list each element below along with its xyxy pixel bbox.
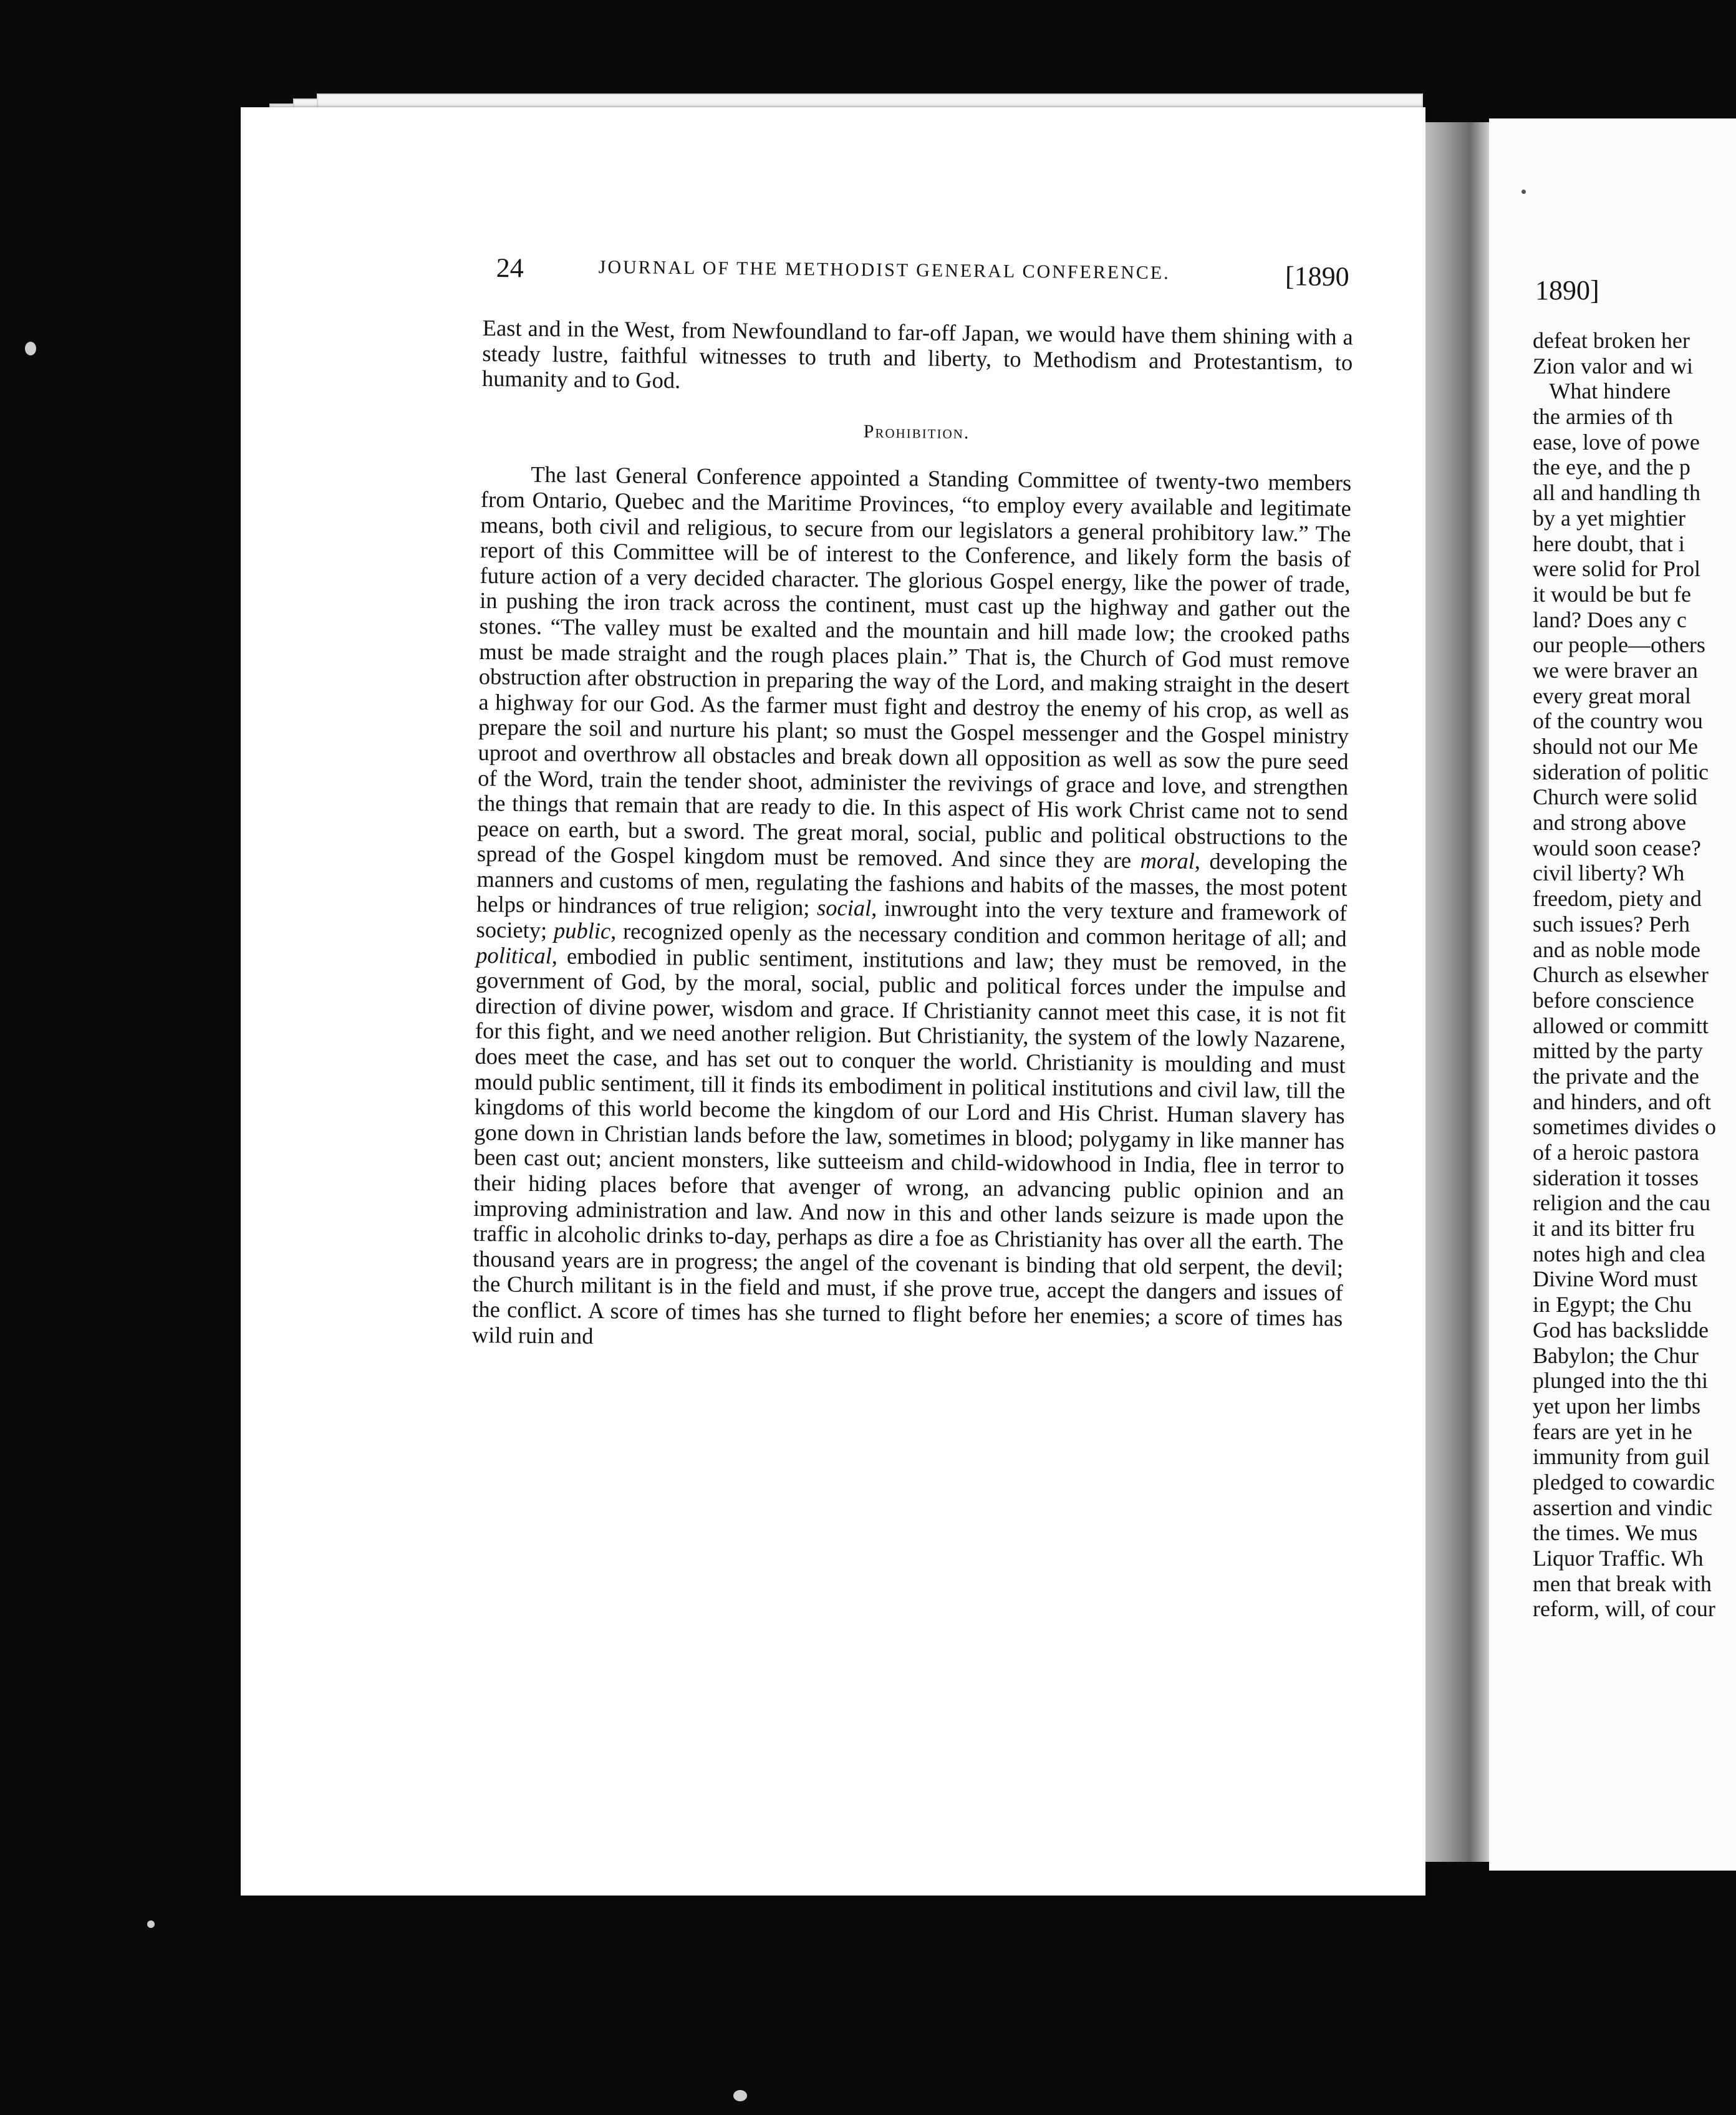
text-line: Church as elsewher <box>1533 962 1709 988</box>
text-line: sometimes divides o <box>1533 1114 1716 1140</box>
film-speck <box>147 1920 155 1928</box>
text-line: of the country wou <box>1533 708 1703 734</box>
text-line: the private and the <box>1533 1063 1699 1089</box>
text-line: reform, will, of cour <box>1533 1596 1715 1622</box>
text-line: God has backslidde <box>1533 1317 1709 1342</box>
header-year: [1890 <box>1285 261 1349 292</box>
text-line: immunity from guil <box>1533 1444 1710 1470</box>
text-line: What hindere <box>1533 378 1671 404</box>
film-speck <box>1521 190 1526 194</box>
text-line: here doubt, that i <box>1533 531 1685 556</box>
text-line: it would be but fe <box>1533 581 1691 607</box>
text-line: Liquor Traffic. Wh <box>1533 1546 1704 1571</box>
text-line: pledged to cowardic <box>1533 1469 1715 1495</box>
text-line: we were braver an <box>1533 657 1698 683</box>
text-line: the eye, and the p <box>1533 455 1690 480</box>
text-line: would soon cease? <box>1533 835 1701 860</box>
text-line: religion and the cau <box>1533 1190 1710 1216</box>
text-line: sideration it tosses <box>1533 1165 1699 1190</box>
text-line: our people—others <box>1533 632 1705 658</box>
text-line: yet upon her limbs <box>1533 1393 1700 1419</box>
text-line: such issues? Perh <box>1533 911 1690 937</box>
text-line: it and its bitter fru <box>1533 1216 1695 1241</box>
text-line: plunged into the thi <box>1533 1368 1708 1394</box>
text-line: ease, love of powe <box>1533 429 1700 455</box>
body-text: The last General Conference appointed a Standing Committee of twenty-two members from Ontario, Quebec and the Maritime Provinces, “to employ every available and legitimate means, both civil and religious, to secure from our legislators a general prohibitory law.” The report of this Committee will be of interest to the Conference, and likely form the basis of future action of a very decided character. The glorious Gospel energy, like the power of trade, in pushing the iron track across the continent, must cast up the highway and gather out the stones. “The valley must be exalted and the mountain and hill made low; the crooked paths must be made straight and the rough places plain.” That is, the Church of God must remove obstruction after obstruction in preparing the way of the Lord, and making straight in the desert a highway for our God. As the farmer must fight and destroy the enemy of his crop, as well as prepare the soil and nurture his plant; so must the Gospel messenger and the Gospel ministry uproot and overthrow all obstacles and break down all opposition as well as sow the pure seed of the Word, train the tender shoot, administer the revivings of grace and love, and strengthen the things that remain that are ready to die. In this aspect of His work Christ came not to send peace on earth, but a sword. The great moral, social, public and political obstructions to the spread of the Gospel kingdom must be removed. And since they are <box>476 461 1352 874</box>
body-paragraph <box>472 461 1352 1356</box>
text-line: before conscience <box>1533 987 1694 1013</box>
emphasis-moral: moral <box>1140 847 1195 874</box>
text-line: of a heroic pastora <box>1533 1140 1699 1165</box>
film-speck <box>733 2090 747 2101</box>
page-number: 24 <box>496 252 524 284</box>
text-line: sideration of politic <box>1533 759 1709 784</box>
text-line: and as noble mode <box>1533 937 1700 962</box>
text-line: the times. We mus <box>1533 1520 1698 1546</box>
text-line: fears are yet in he <box>1533 1419 1692 1444</box>
text-line: notes high and clea <box>1533 1241 1705 1266</box>
text-line: should not our Me <box>1533 734 1698 759</box>
text-line: Zion valor and wi <box>1533 353 1693 378</box>
text-line: Divine Word must <box>1533 1266 1698 1292</box>
body-text: , developing the manners and customs of men, regulating the fashions and habits of the masses, the most potent helps or hindrances of true religion; <box>476 848 1348 921</box>
text-line: and hinders, and oft <box>1533 1089 1711 1114</box>
text-line: men that break with <box>1533 1571 1712 1596</box>
body-text: , recognized openly as the necessary condition and common heritage of all; and <box>610 918 1347 952</box>
text-line: Church were solid <box>1533 784 1697 810</box>
text-line: were solid for Prol <box>1533 556 1700 582</box>
emphasis-political: political <box>476 942 552 968</box>
text-line: civil liberty? Wh <box>1533 860 1685 886</box>
text-line: defeat broken her <box>1533 328 1690 353</box>
text-line: and strong above <box>1533 810 1686 836</box>
section-heading: Prohibition. <box>863 421 970 443</box>
book-gutter <box>1425 122 1489 1862</box>
opening-paragraph: East and in the West, from Newfoundland to far-off Japan, we would have them shining with a steady lustre, faithful witnesses to truth and liberty, to Methodism and Protestantism, to humanity and to God. <box>481 315 1353 393</box>
text-line: allowed or committ <box>1533 1013 1709 1038</box>
text-line: the armies of th <box>1533 404 1673 430</box>
text-line: in Egypt; the Chu <box>1533 1292 1692 1318</box>
text-line: every great moral <box>1533 683 1691 708</box>
text-line: land? Does any c <box>1533 607 1687 632</box>
page-text-block <box>472 316 1353 1357</box>
journal-title: JOURNAL OF THE METHODIST GENERAL CONFERENCE. <box>598 256 1170 284</box>
emphasis-public: public <box>553 917 611 944</box>
text-line: mitted by the party <box>1533 1038 1703 1064</box>
text-line: by a yet mightier <box>1533 505 1685 531</box>
text-line: Babylon; the Chur <box>1533 1342 1699 1368</box>
body-text: , embodied in public sentiment, institutions and law; they must be removed, in the government of God, by the moral, social, public and political forces under the impulse and direction of divine power, wisdom and grace. If Christianity cannot meet this case, it is not fit for this fight, and we need another religion. But Christianity, the system of the lowly Nazarene, does meet the case, and has set out to conquer the world. Christianity is moulding and must mould public sentiment, till it finds its embodiment in political institutions and civil law, till the kingdoms of this world become the kingdom of our Lord and His Christ. Human slavery has gone down in Christian lands before the law, sometimes in blood; polygamy in like manner has been cast out; ancient monsters, like sutteeism and child-widowhood in India, flee in terror to their hiding places before that avenger of wrong, an advancing public opinion and an improving administration and law. And now in this and other lands seizure is made upon the traffic in alcoholic drinks to-day, perhaps as dire a foe as Christianity has over all the earth. The thousand years are in progress; the angel of the covenant is binding that old serpent, the devil; the Church militant is in the field and must, if she prove true, accept the dangers and issues of the conflict. A score of times has she turned to flight before her enemies; a score of times has wild ruin and <box>471 942 1347 1349</box>
text-line: assertion and vindic <box>1533 1495 1712 1520</box>
text-line: all and handling th <box>1533 480 1700 506</box>
right-page <box>1489 118 1736 1871</box>
text-line: freedom, piety and <box>1533 886 1702 912</box>
body-text: , inwrought into the very texture and framework of society; <box>476 895 1348 943</box>
emphasis-social: social <box>816 895 872 922</box>
right-header-year: 1890] <box>1535 275 1599 306</box>
film-speck <box>25 342 36 355</box>
right-page-text <box>1533 328 1736 1622</box>
